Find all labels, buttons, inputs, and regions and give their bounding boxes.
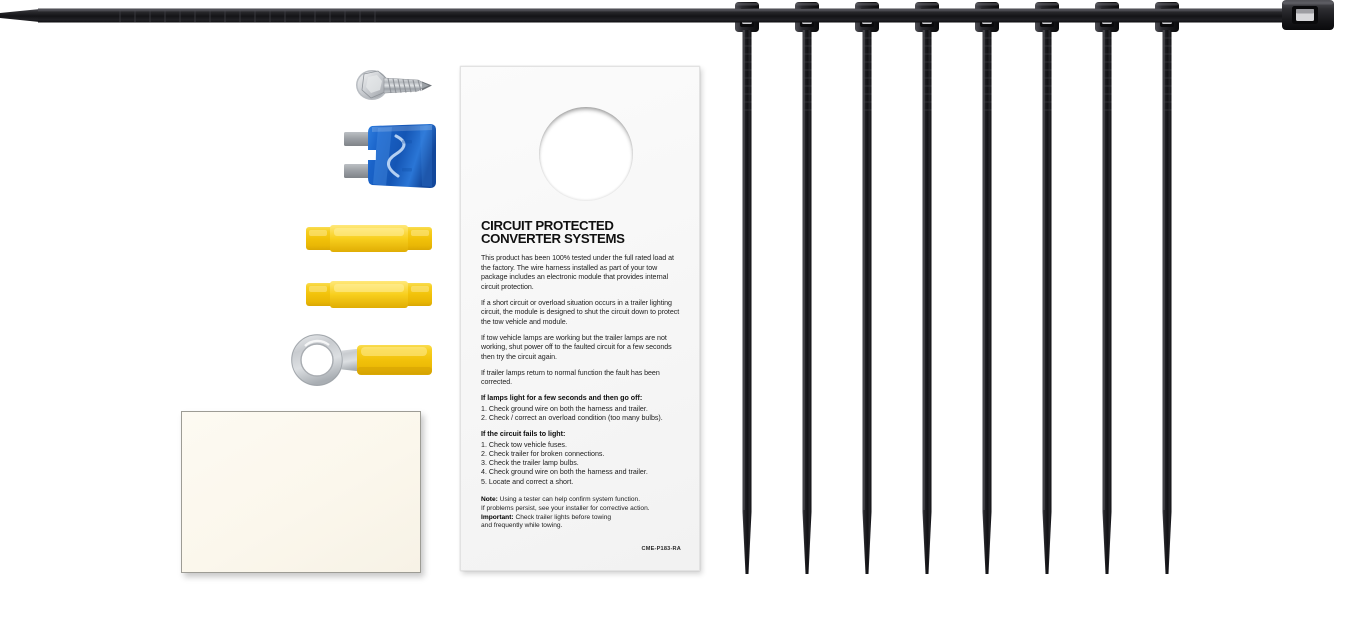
list-item: 3. Check the trailer lamp bulbs. [481,459,579,468]
card-paragraph-4: If trailer lamps return to normal function the fault has been corrected. [481,368,660,387]
note-text: If problems persist, see your installer for corrective action. [481,504,650,512]
butt-connector [306,280,432,309]
zip-tie-vertical [1154,2,1180,574]
note-line [481,505,681,514]
zip-tie-vertical-icon [794,2,820,574]
zip-tie-vertical [794,2,820,574]
card-title [481,219,681,245]
note-line [481,496,681,505]
butt-connector-icon [306,280,432,309]
part-number: CME-P183-RA [641,546,681,552]
butt-connector-icon [306,224,432,253]
list-item: 1. Check tow vehicle fuses. [481,440,567,449]
zip-tie-vertical-icon [914,2,940,574]
important-label: Important: [481,513,514,521]
zip-tie-horizontal [0,0,1340,30]
butt-connector [306,224,432,253]
list-item: 1. Check ground wire on both the harness and trailer. [481,404,648,413]
hex-head-screw [352,62,438,108]
card-text-body [481,219,681,531]
ring-terminal-icon [287,334,432,386]
card-notes [481,496,681,531]
list-item: 5. Locate and correct a short. [481,477,574,486]
important-text: and frequently while towing. [481,522,563,530]
zip-tie-vertical-icon [1034,2,1060,574]
blade-fuse [342,122,438,190]
zip-tie-horizontal-icon [0,0,1340,30]
zip-tie-vertical [1094,2,1120,574]
note-label: Note: [481,495,498,503]
note-text: Using a tester can help confirm system function. [497,495,641,503]
screw-icon [352,62,438,108]
card-title-line-2: CONVERTER SYSTEMS [481,231,625,247]
section-1-heading: If lamps light for a few seconds and then go off: [481,393,643,402]
list-item: 4. Check ground wire on both the harness and trailer. [481,468,648,477]
card-paragraph-2: If a short circuit or overload situation occurs in a trailer lighting circuit, the module is designed to shut the circuit down to protect the tow vehicle and module. [481,298,680,326]
section-2-steps [481,441,681,487]
ring-terminal [287,334,432,386]
section-1-steps [481,405,681,424]
zip-tie-vertical [854,2,880,574]
zip-tie-vertical [1034,2,1060,574]
zip-tie-vertical-icon [854,2,880,574]
card-paragraph-3: If tow vehicle lamps are working but the trailer lamps are not working, shut power off to the faulted circuit for a few seconds then try the circuit again. [481,333,672,361]
section-2-heading: If the circuit fails to light: [481,429,566,438]
important-text: Check trailer lights before towing [513,513,612,521]
zip-tie-vertical-icon [1094,2,1120,574]
ivory-adhesive-pad [181,411,421,573]
zip-tie-vertical-icon [1154,2,1180,574]
important-line [481,522,681,531]
card-paragraph-1: This product has been 100% tested under the full rated load at the factory. The wire harness installed as part of your tow package includes an electronic module that provides internal circuit protection. [481,254,674,291]
zip-tie-vertical-icon [734,2,760,574]
list-item: 2. Check / correct an overload condition (too many bulbs). [481,414,663,423]
zip-tie-vertical [914,2,940,574]
fuse-icon [342,122,438,190]
important-line [481,514,681,523]
hang-hole [539,107,633,201]
list-item: 2. Check trailer for broken connections. [481,449,605,458]
zip-tie-vertical-icon [974,2,1000,574]
zip-tie-vertical [974,2,1000,574]
zip-tie-vertical [734,2,760,574]
card-title-line-1: CIRCUIT PROTECTED [481,218,614,233]
instruction-card [460,66,700,571]
